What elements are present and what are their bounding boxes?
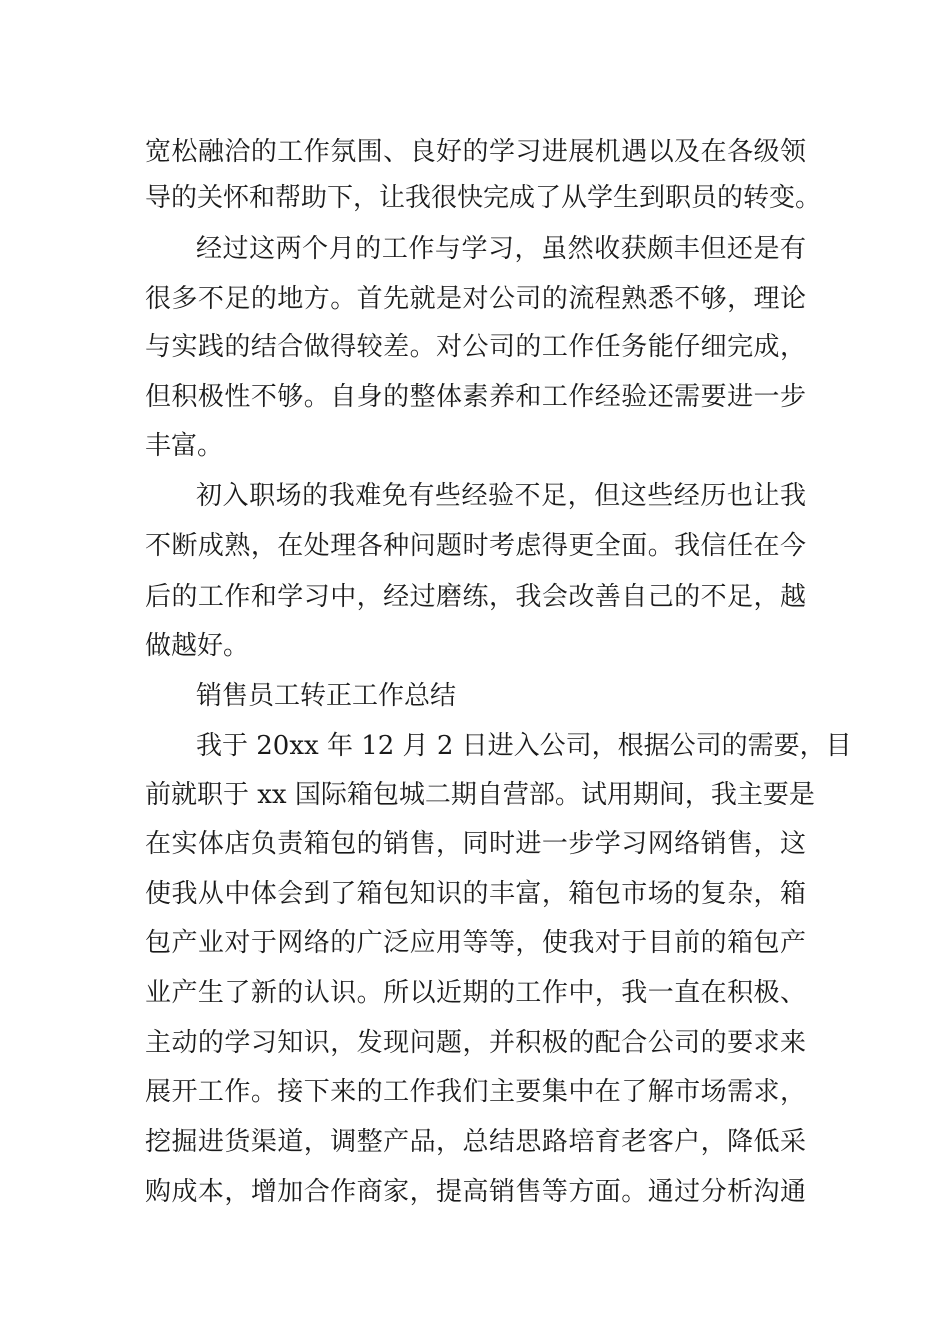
text-line: 展开工作。接下来的工作我们主要集中在了解市场需求，: [145, 1077, 806, 1107]
section-title: 销售员工转正工作总结: [196, 681, 457, 711]
text-line: 但积极性不够。自身的整体素养和工作经验还需要进一步: [145, 382, 806, 412]
text-line: 在实体店负责箱包的销售，同时进一步学习网络销售，这: [145, 829, 806, 859]
text-line: 主动的学习知识，发现问题，并积极的配合公司的要求来: [145, 1028, 806, 1058]
paragraph-first-line: 我于 20xx 年 12 月 2 日进入公司，根据公司的需要，目: [196, 731, 852, 761]
text-line: 做越好。: [145, 631, 250, 661]
text-line: 购成本，增加合作商家，提高销售等方面。通过分析沟通: [145, 1177, 806, 1207]
text-line: 业产生了新的认识。所以近期的工作中，我一直在积极、: [145, 978, 806, 1008]
text-line: 后的工作和学习中，经过磨练，我会改善自己的不足，越: [145, 582, 806, 612]
text-line: 丰富。: [145, 431, 224, 461]
text-line: 挖掘进货渠道，调整产品，总结思路培育老客户，降低采: [145, 1127, 806, 1157]
text-line: 前就职于 xx 国际箱包城二期自营部。试用期间，我主要是: [145, 780, 815, 810]
text-line: 宽松融洽的工作氛围、良好的学习进展机遇以及在各级领: [145, 137, 806, 167]
text-line: 导的关怀和帮助下，让我很快完成了从学生到职员的转变。: [145, 183, 822, 213]
text-line: 包产业对于网络的广泛应用等等，使我对于目前的箱包产: [145, 928, 806, 958]
text-line: 不断成熟，在处理各种问题时考虑得更全面。我信任在今: [145, 531, 806, 561]
paragraph-first-line: 初入职场的我难免有些经验不足，但这些经历也让我: [196, 481, 806, 511]
paragraph-first-line: 经过这两个月的工作与学习，虽然收获颇丰但还是有: [196, 234, 806, 264]
text-line: 与实践的结合做得较差。对公司的工作任务能仔细完成，: [145, 332, 806, 362]
text-line: 很多不足的地方。首先就是对公司的流程熟悉不够，理论: [145, 284, 806, 314]
text-line: 使我从中体会到了箱包知识的丰富，箱包市场的复杂，箱: [145, 879, 806, 909]
